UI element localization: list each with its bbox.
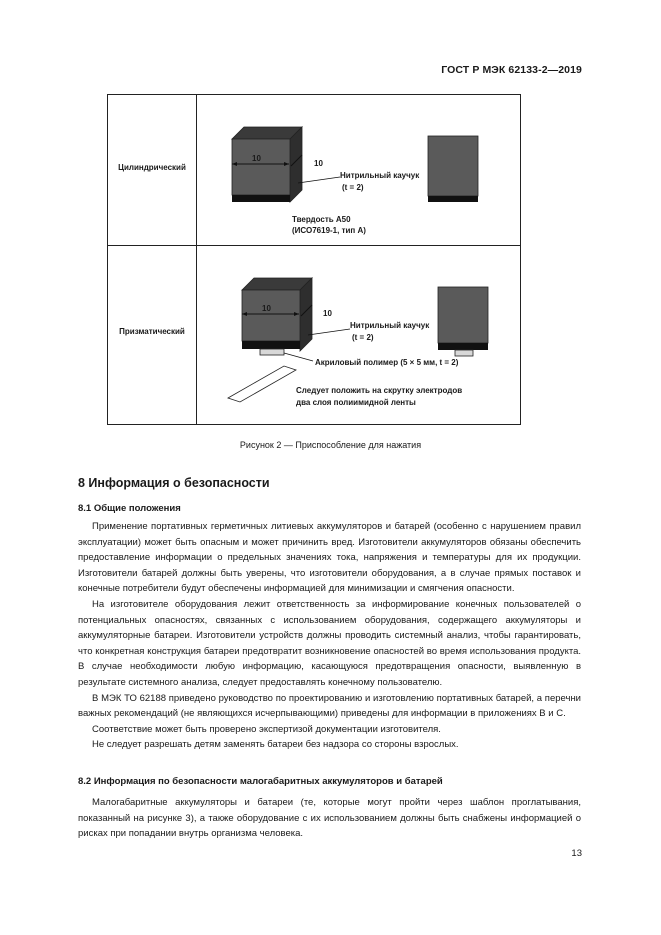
paragraph: В МЭК ТО 62188 приведено руководство по проектированию и изготовлению портативных батарей, а перечни важных рекомендаций (не являющихся исчерпывающими) приведены для информации в приложениях В и С.: [78, 692, 581, 720]
row-label-cylindrical: Цилиндрический: [118, 163, 186, 172]
subsection-title-8-2: 8.2 Информация по безопасности малогабаритных аккумуляторов и батарей: [78, 776, 443, 787]
prismatic-side-view: [438, 287, 488, 356]
subsection-body-8-1: [78, 519, 581, 753]
hardness-standard-label: (ИСО7619-1, тип А): [292, 226, 366, 235]
paragraph: Применение портативных герметичных литиевых аккумуляторов и батарей (особенно с нарушением правил эксплуатации) может быть опасным и может причинить вред. Изготовители аккумуляторов обязаны обеспечить предоставление информации о предельных значениях тока, напряжения и температуры для их продукции. Изготовители батарей должны быть уверены, что изготовители оборудования, а в случае прямых поставок и конечные потребители будут обеспечены информацией для минимизации и смягчения опасности.: [78, 521, 581, 595]
dimension-front-label: 10: [252, 154, 261, 163]
cylindrical-side-view: [428, 136, 478, 202]
subsection-body-8-2: [78, 795, 581, 842]
dimension-side-label: 10: [314, 159, 323, 168]
page-number: 13: [571, 848, 582, 859]
tape-note-line1: Следует положить на скрутку электродов: [296, 386, 463, 395]
rubber-label-2: Нитрильный каучук: [350, 321, 430, 330]
figure-table: [107, 94, 521, 425]
paragraph: На изготовителе оборудования лежит ответственность за информирование конечных пользователей о потенциальных опасностях, связанных с использованием оборудования, содержащего аккумуляторы и аккумуляторные батареи. Изготовители устройств должны проводить системный анализ, чтобы гарантировать, что конкретная конструкция батареи предотвратит возникновение опасностей во время использования продукта. В случае необходимости любую информацию, касающуюся предотвращения опасности, выявленную в результате системного анализа, следует предоставлять конечному пользователю.: [78, 598, 581, 688]
paragraph: Соответствие может быть проверено экспертизой документации изготовителя.: [92, 723, 441, 735]
polyimide-tape: [228, 366, 296, 402]
tape-note-line2: два слоя полиимидной ленты: [296, 398, 416, 407]
paragraph: Малогабаритные аккумуляторы и батареи (те, которые могут пройти через шаблон проглатывания, показанный на рисунке 3), а также оборудование с их использованием должны быть снабжены информацией о рисках при попадании внутрь организма человека.: [78, 797, 581, 840]
subsection-title-8-1: 8.1 Общие положения: [78, 503, 181, 514]
dimension-side-label-2: 10: [323, 309, 332, 318]
hardness-label: Твердость А50: [292, 215, 351, 224]
row-label-prismatic: Призматический: [119, 327, 185, 336]
pressing-fixture-diagram: [108, 95, 522, 426]
leader-line-2: [308, 329, 350, 335]
paragraph: Не следует разрешать детям заменять батареи без надзора со стороны взрослых.: [92, 739, 459, 751]
rubber-label: Нитрильный каучук: [340, 171, 420, 180]
acrylic-label: Акриловый полимер (5 × 5 мм, t = 2): [315, 358, 459, 367]
document-header: ГОСТ Р МЭК 62133-2—2019: [441, 64, 582, 76]
dimension-front-label-2: 10: [262, 304, 271, 313]
rubber-thickness-label: (t = 2): [342, 183, 364, 192]
section-title: 8 Информация о безопасности: [78, 476, 270, 490]
prismatic-block: [242, 278, 312, 355]
figure-caption: Рисунок 2 — Приспособление для нажатия: [239, 440, 422, 450]
leader-line: [298, 177, 340, 183]
leader-line-3: [284, 353, 313, 361]
rubber-thickness-label-2: (t = 2): [352, 333, 374, 342]
